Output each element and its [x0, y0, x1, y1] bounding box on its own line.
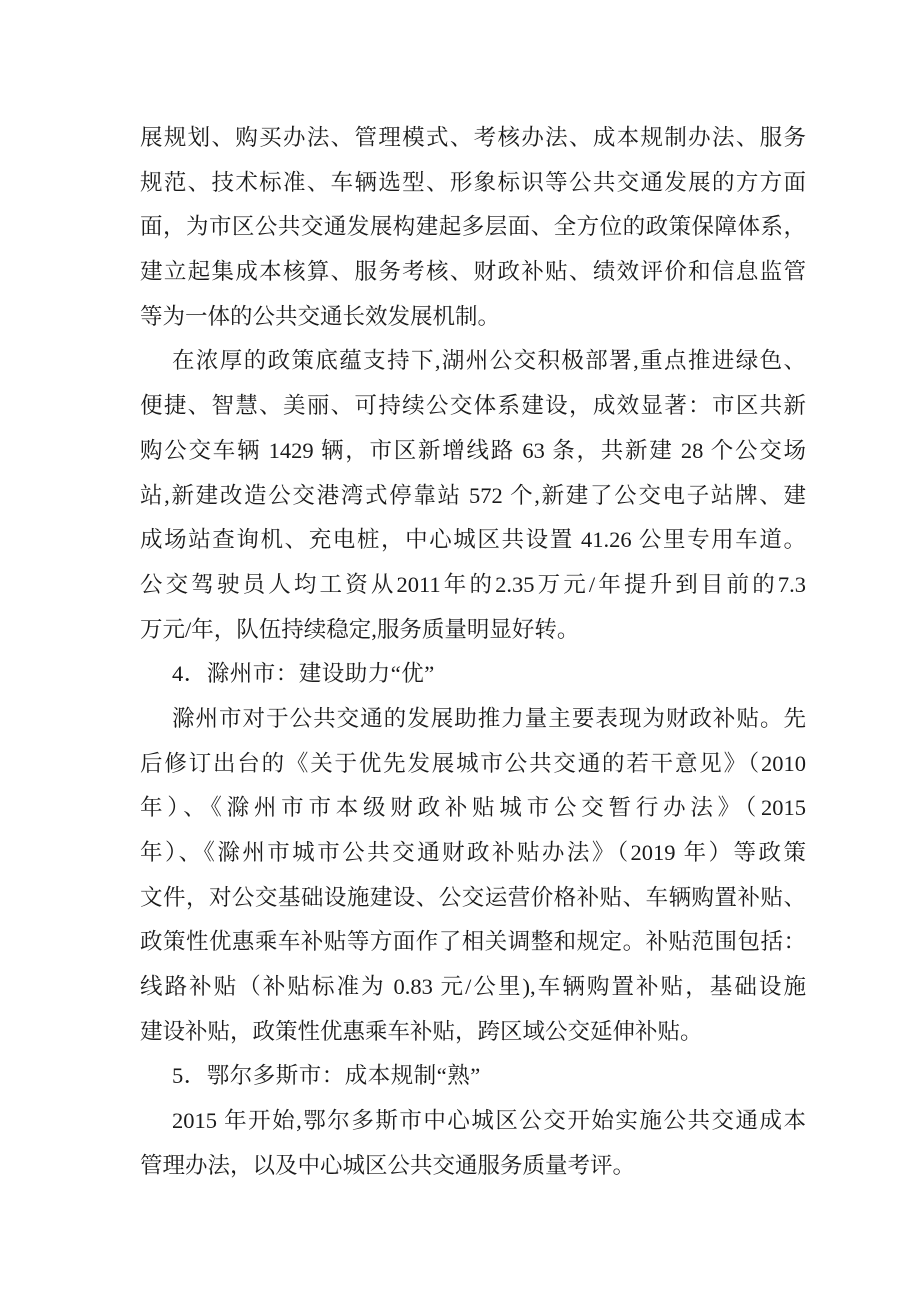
- text-line: 滁州市对于公共交通的发展助推力量主要表现为财政补贴。先: [172, 705, 806, 731]
- text-line: 年）、《滁州市市本级财政补贴城市公交暂行办法》（2015: [140, 795, 806, 821]
- section-heading-chuzhou: 4．滁州市：建设助力“优”: [172, 661, 435, 687]
- text-line: 线路补贴（补贴标准为 0.83 元/公里),车辆购置补贴，基础设施: [140, 974, 806, 1000]
- text-line: 后修订出台的《关于优先发展城市公共交通的若干意见》（2010: [140, 750, 806, 776]
- text-line: 2015 年开始,鄂尔多斯市中心城区公交开始实施公共交通成本: [172, 1108, 806, 1134]
- text-line: 在浓厚的政策底蕴支持下,湖州公交积极部署,重点推进绿色、: [172, 348, 806, 374]
- text-line: 政策性优惠乘车补贴等方面作了相关调整和规定。补贴范围包括：: [140, 929, 806, 955]
- text-line: 文件，对公交基础设施建设、公交运营价格补贴、车辆购置补贴、: [140, 884, 806, 910]
- paragraph-huzhou-results: [140, 339, 806, 652]
- text-line: 规范、技术标准、车辆选型、形象标识等公共交通发展的方方面: [140, 169, 806, 195]
- text-line: 年）、《滁州市城市公共交通财政补贴办法》（2019 年）等政策: [140, 840, 806, 865]
- text-line: 建立起集成本核算、服务考核、财政补贴、绩效评价和信息监管: [140, 259, 806, 285]
- text-line: 购公交车辆 1429 辆，市区新增线路 63 条，共新建 28 个公交场: [140, 437, 806, 463]
- text-line: 面，为市区公共交通发展构建起多层面、全方位的政策保障体系，: [140, 214, 806, 240]
- paragraph-chuzhou-subsidy: [140, 697, 806, 1055]
- text-line: 公交驾驶员人均工资从2011年的2.35万元/年提升到目前的7.3: [140, 571, 806, 597]
- section-heading-ordos: 5．鄂尔多斯市：成本规制“熟”: [172, 1063, 481, 1089]
- text-line: 站,新建改造公交港湾式停靠站 572 个,新建了公交电子站牌、建: [140, 482, 806, 508]
- text-line: 成场站查询机、充电桩，中心城区共设置 41.26 公里专用车道。: [140, 527, 806, 553]
- text-line: 等为一体的公共交通长效发展机制。: [140, 303, 501, 329]
- text-line: 管理办法，以及中心城区公共交通服务质量考评。: [140, 1152, 636, 1178]
- text-line: 建设补贴，政策性优惠乘车补贴，跨区域公交延伸补贴。: [140, 1018, 703, 1044]
- paragraph-policy-system: [140, 116, 806, 339]
- document-body: [140, 116, 806, 1189]
- text-line: 万元/年，队伍持续稳定,服务质量明显好转。: [140, 616, 580, 642]
- text-line: 便捷、智慧、美丽、可持续公交体系建设，成效显著：市区共新: [140, 393, 806, 419]
- paragraph-ordos-cost: [140, 1099, 806, 1188]
- text-line: 展规划、购买办法、管理模式、考核办法、成本规制办法、服务: [140, 125, 806, 150]
